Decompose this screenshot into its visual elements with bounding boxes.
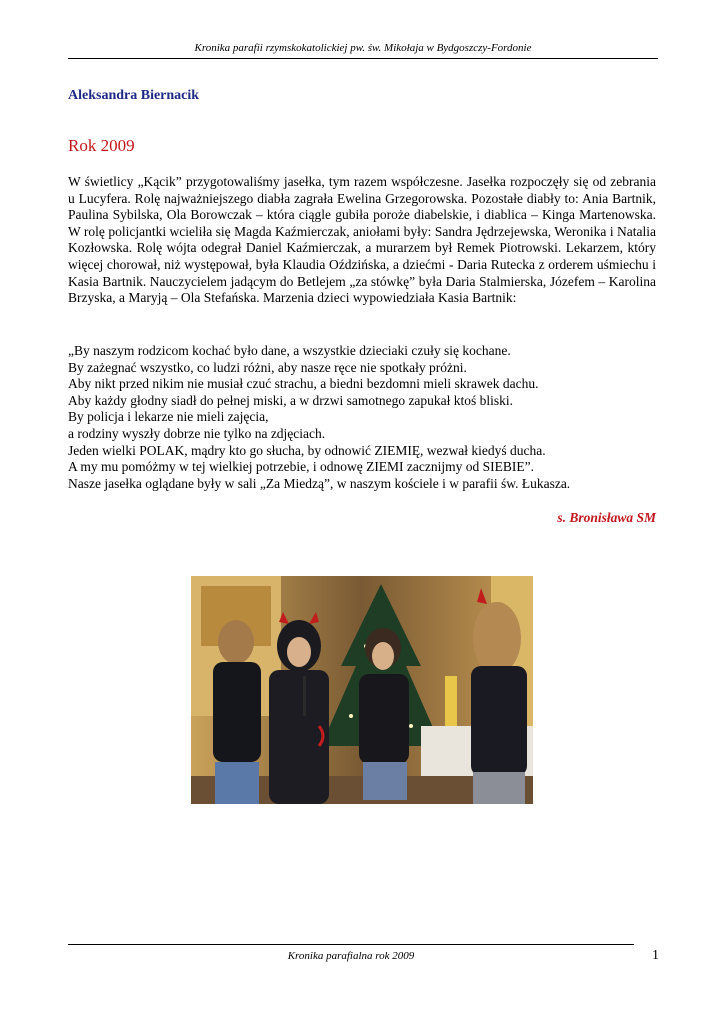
poem-line: Aby każdy głodny siadł do pełnej miski, a w drzwi samotnego zapukał ktoś bliski. — [68, 392, 514, 408]
poem-line: Nasze jasełka oglądane były w sali „Za Miedzą”, w naszym kościele i w parafii św. Łukasza. — [68, 475, 571, 491]
poem-line: Jeden wielki POLAK, mądry kto go słucha, by odnowić ZIEMIĘ, wezwał kiedyś ducha. — [68, 442, 546, 458]
page-number: 1 — [652, 948, 659, 963]
signature: s. Bronisława SM — [557, 510, 656, 525]
poem-line: By policja i lekarze nie mieli zajęcia, — [68, 409, 269, 425]
article-paragraph: W świetlicy „Kącik” przygotowaliśmy jasełka, tym razem współczesne. Jasełka rozpoczęły się od zebrania u Lucyfera. Rolę najważniejszego diabła zagrała Ewelina Grzegorowska. Pozostałe diabły to: Ania Bartnik, Paulina Sybilska, Ola Borowczak – która ciągle gubiła poroże diabelskie, i diablica – Kinga Martenowska. W rolę policjantki wcieliła się Magda Kaźmierczak, aniołami były: Sandra Jędrzejewska, Weronika i Natalia Kozłowska. Rolę wójta odegrał Daniel Kaźmierczak, a murarzem był Remek Piotrowski. Lekarzem, który więcej chorował, niż występował, była Klaudia Oździńska, a dziećmi - Daria Rutecka z orderem uśmiechu i Kasia Bartnik. Nauczycielem jadącym do Betlejem „za stówkę” była Daria Stalmierska, Józefem – Karolina Brzyska, a Maryją – Ola Stefańska. Marzenia dzieci wypowiedziała Kasia Bartnik: — [68, 174, 656, 306]
poem-line: Aby nikt przed nikim nie musiał czuć strachu, a biedni bezdomni mieli skrawek dachu. — [68, 376, 539, 392]
author-name: Aleksandra Biernacik — [68, 88, 200, 103]
poem-line: A my mu pomóżmy w tej wielkiej potrzebie, i odnowę ZIEMI zacznijmy od SIEBIE”. — [68, 459, 535, 475]
nativity-play-photo — [191, 576, 533, 804]
poem-line: „By naszym rodzicom kochać było dane, a wszystkie dzieciaki czuły się kochane. — [68, 343, 511, 358]
poem-line: a rodziny wyszły dobrze nie tylko na zdjęciach. — [68, 425, 326, 441]
section-heading: Rok 2009 — [68, 136, 135, 155]
poem-line: By zażegnać wszystko, co ludzi różni, aby nasze ręce nie spotkały próżni. — [68, 359, 467, 375]
poem-block — [68, 343, 668, 492]
page-footer: Kronika parafialna rok 2009 — [287, 950, 415, 962]
page-header: Kronika parafii rzymskokatolickiej pw. św. Mikołaja w Bydgoszczy-Fordonie — [194, 42, 532, 54]
footer-rule — [68, 944, 634, 945]
photo-illustration — [191, 576, 533, 804]
header-rule — [68, 58, 658, 59]
